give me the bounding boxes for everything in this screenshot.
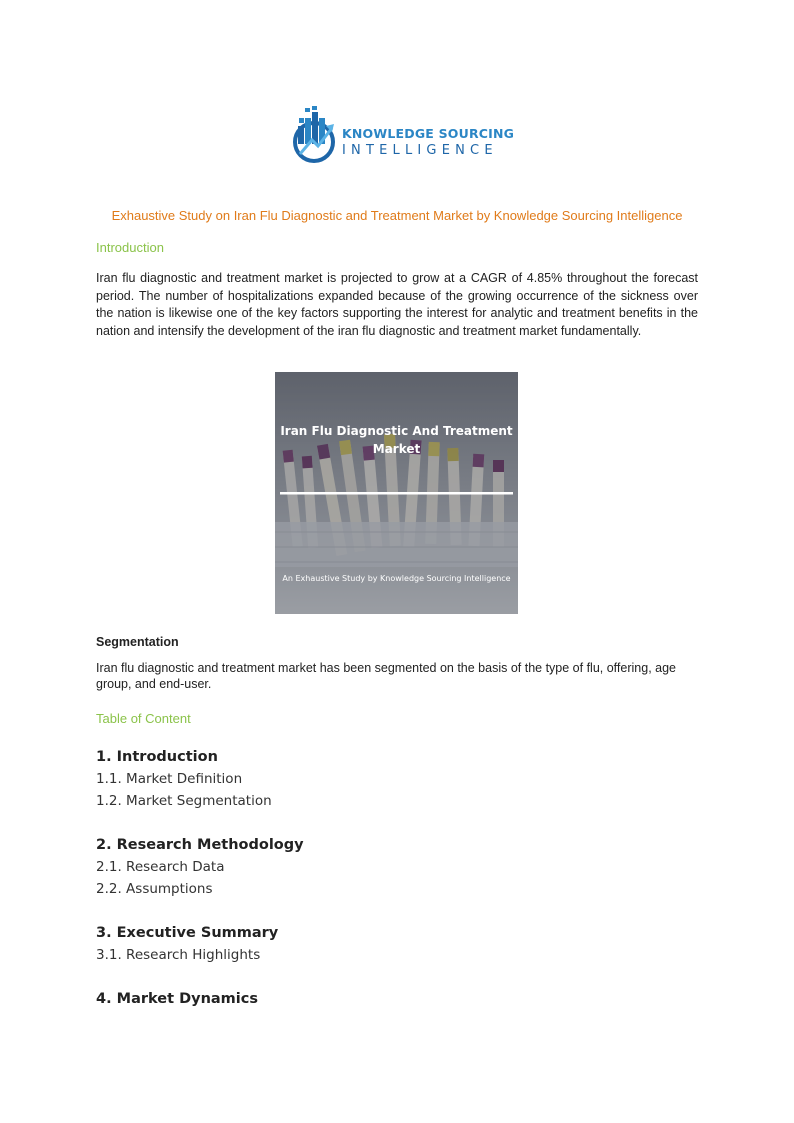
toc-section-heading: 1. Introduction — [96, 749, 218, 765]
toc-item: 2.2. Assumptions — [96, 881, 213, 897]
document-title: Exhaustive Study on Iran Flu Diagnostic and Treatment Market by Knowledge Sourcing Intelligence — [111, 208, 683, 223]
company-logo — [290, 104, 515, 166]
toc-section-heading: 4. Market Dynamics — [96, 991, 258, 1007]
introduction-paragraph: Iran flu diagnostic and treatment market is projected to grow at a CAGR of 4.85% throughout the forecast period. The number of hospitalizations expanded because of the growing occurrence of the sickness over the nation is likewise one of the key factors supporting the interest for analytic and treatment benefits in the nation and intensify the development of the iran flu diagnostic and treatment market fundamentally. — [96, 271, 698, 339]
toc-section-heading: 3. Executive Summary — [96, 925, 279, 941]
logo-text-line2: INTELLIGENCE — [342, 143, 498, 158]
logo-text-line1: KNOWLEDGE SOURCING — [342, 126, 515, 141]
segmentation-paragraph: Iran flu diagnostic and treatment market has been segmented on the basis of the type of flu, offering, age group, and end-user. — [96, 661, 676, 691]
table-of-contents — [96, 746, 696, 1010]
cover-title — [275, 422, 518, 458]
report-cover-image — [275, 372, 518, 614]
toc-item: 2.1. Research Data — [96, 859, 225, 875]
cover-title-line1: Iran Flu Diagnostic And Treatment — [280, 424, 513, 438]
toc-item: 3.1. Research Highlights — [96, 947, 261, 963]
toc-item: 1.1. Market Definition — [96, 771, 243, 787]
introduction-label: Introduction — [96, 240, 164, 255]
logo-mark-icon — [290, 104, 340, 166]
toc-item: 1.2. Market Segmentation — [96, 793, 272, 809]
segmentation-heading: Segmentation — [96, 635, 179, 649]
cover-title-line2: Market — [372, 442, 421, 456]
toc-section-heading: 2. Research Methodology — [96, 837, 304, 853]
cover-subtitle: An Exhaustive Study by Knowledge Sourcing Intelligence — [282, 574, 511, 583]
toc-label: Table of Content — [96, 711, 191, 726]
